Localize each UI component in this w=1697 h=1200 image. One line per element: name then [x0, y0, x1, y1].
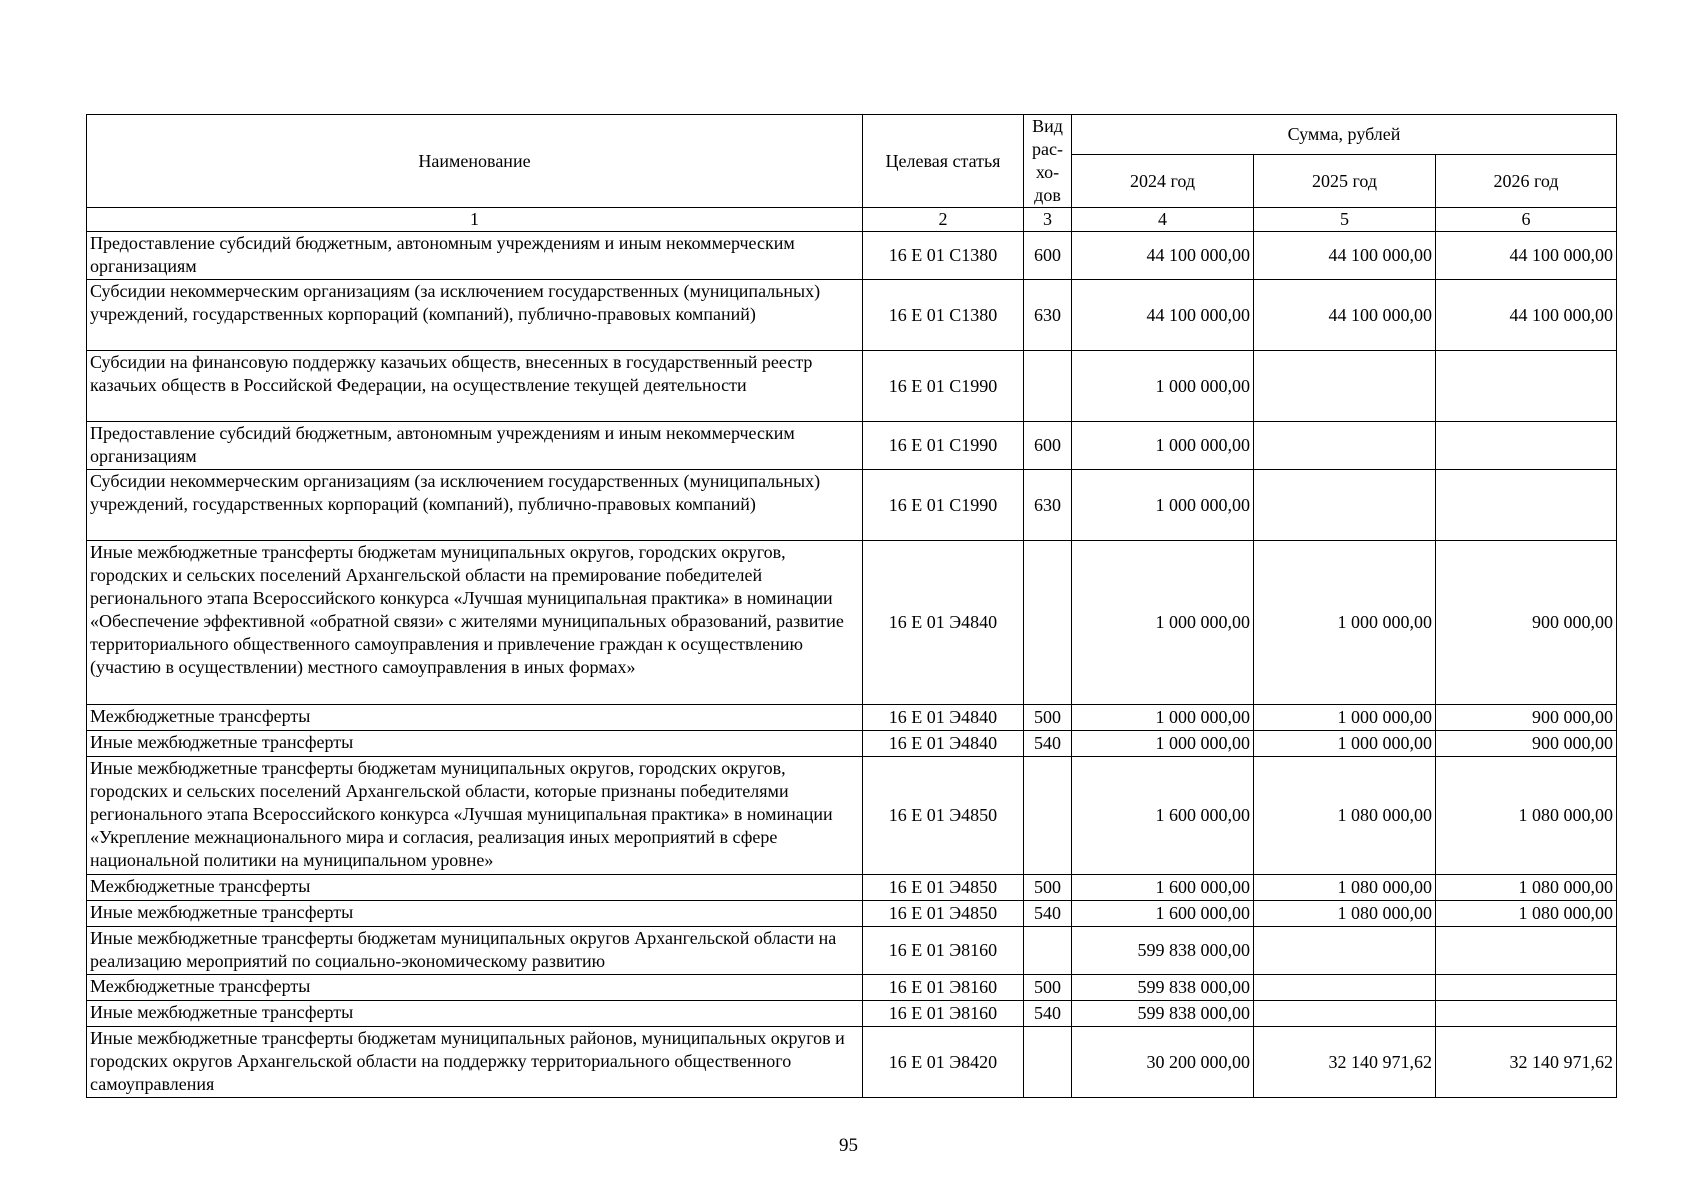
- row-amount-2024: 599 838 000,00: [1072, 927, 1254, 975]
- row-amount-2025: [1254, 351, 1436, 422]
- row-amount-2026: 1 080 000,00: [1436, 757, 1617, 875]
- row-expense-type: 500: [1024, 875, 1072, 901]
- row-target-article: 16 Е 01 Э4850: [863, 757, 1024, 875]
- row-name: Иные межбюджетные трансферты бюджетам муниципальных округов, городских округов, городских и сельских поселений Архангельской области, которые признаны победителями регионального этапа Всероссийского конкурса «Лучшая муниципальная практика» в номинации «Укрепление межнационального мира и согласия, реализация иных мероприятий в сфере национальной политики на муниципальном уровне»: [87, 757, 863, 875]
- row-amount-2025: 44 100 000,00: [1254, 232, 1436, 280]
- header-year-2024: 2024 год: [1072, 155, 1254, 208]
- row-amount-2026: [1436, 422, 1617, 470]
- column-number: 5: [1254, 208, 1436, 232]
- row-amount-2026: 1 080 000,00: [1436, 901, 1617, 927]
- row-amount-2025: 1 080 000,00: [1254, 901, 1436, 927]
- row-amount-2025: 1 000 000,00: [1254, 541, 1436, 705]
- page-number: 95: [839, 1135, 858, 1156]
- row-amount-2025: [1254, 927, 1436, 975]
- row-amount-2025: 1 080 000,00: [1254, 875, 1436, 901]
- header-year-2025: 2025 год: [1254, 155, 1436, 208]
- row-amount-2026: [1436, 927, 1617, 975]
- row-name: Иные межбюджетные трансферты бюджетам муниципальных районов, муниципальных округов и городских округов Архангельской области на поддержку территориального общественного самоуправления: [87, 1027, 863, 1098]
- row-amount-2024: 30 200 000,00: [1072, 1027, 1254, 1098]
- row-target-article: 16 Е 01 С1990: [863, 470, 1024, 541]
- row-amount-2024: 1 600 000,00: [1072, 875, 1254, 901]
- row-name: Иные межбюджетные трансферты: [87, 731, 863, 757]
- row-expense-type: 500: [1024, 975, 1072, 1001]
- row-name: Иные межбюджетные трансферты бюджетам муниципальных округов, городских округов, городских и сельских поселений Архангельской области на премирование победителей регионального этапа Всероссийского конкурса «Лучшая муниципальная практика» в номинации «Обеспечение эффективной «обратной связи» с жителями муниципальных образований, развитие территориального общественного самоуправления и привлечение граждан к осуществлению (участию в осуществлении) местного самоуправления в иных формах»: [87, 541, 863, 705]
- table-row: [87, 875, 1617, 901]
- row-expense-type: [1024, 1027, 1072, 1098]
- row-name: Иные межбюджетные трансферты: [87, 1001, 863, 1027]
- table-row: [87, 470, 1617, 541]
- table-row: [87, 927, 1617, 975]
- row-name: Предоставление субсидий бюджетным, автономным учреждениям и иным некоммерческим организациям: [87, 232, 863, 280]
- column-number: 2: [863, 208, 1024, 232]
- row-amount-2024: 1 000 000,00: [1072, 731, 1254, 757]
- row-amount-2026: [1436, 470, 1617, 541]
- row-amount-2024: 599 838 000,00: [1072, 1001, 1254, 1027]
- table-row: [87, 280, 1617, 351]
- table-row: [87, 351, 1617, 422]
- row-name: Межбюджетные трансферты: [87, 705, 863, 731]
- table-row: [87, 1027, 1617, 1098]
- row-amount-2025: [1254, 975, 1436, 1001]
- table-row: [87, 705, 1617, 731]
- row-amount-2025: 1 080 000,00: [1254, 757, 1436, 875]
- row-amount-2024: 1 600 000,00: [1072, 757, 1254, 875]
- row-target-article: 16 Е 01 Э4850: [863, 901, 1024, 927]
- row-expense-type: 630: [1024, 470, 1072, 541]
- row-amount-2025: 1 000 000,00: [1254, 731, 1436, 757]
- row-expense-type: 540: [1024, 731, 1072, 757]
- row-expense-type: 500: [1024, 705, 1072, 731]
- row-expense-type: 540: [1024, 1001, 1072, 1027]
- column-number: 6: [1436, 208, 1617, 232]
- row-amount-2025: 44 100 000,00: [1254, 280, 1436, 351]
- table-row: [87, 232, 1617, 280]
- header-year-2026: 2026 год: [1436, 155, 1617, 208]
- row-expense-type: 630: [1024, 280, 1072, 351]
- row-target-article: 16 Е 01 С1990: [863, 351, 1024, 422]
- row-amount-2025: 1 000 000,00: [1254, 705, 1436, 731]
- row-name: Иные межбюджетные трансферты бюджетам муниципальных округов Архангельской области на реализацию мероприятий по социально-экономическому развитию: [87, 927, 863, 975]
- row-target-article: 16 Е 01 Э4840: [863, 731, 1024, 757]
- row-amount-2024: 599 838 000,00: [1072, 975, 1254, 1001]
- row-target-article: 16 Е 01 Э8160: [863, 927, 1024, 975]
- row-target-article: 16 Е 01 Э4850: [863, 875, 1024, 901]
- column-number: 1: [87, 208, 863, 232]
- row-name: Межбюджетные трансферты: [87, 875, 863, 901]
- row-target-article: 16 Е 01 С1380: [863, 280, 1024, 351]
- row-amount-2026: 44 100 000,00: [1436, 232, 1617, 280]
- table-row: [87, 422, 1617, 470]
- row-amount-2024: 1 000 000,00: [1072, 541, 1254, 705]
- row-amount-2024: 1 000 000,00: [1072, 705, 1254, 731]
- row-amount-2024: 1 000 000,00: [1072, 351, 1254, 422]
- row-expense-type: [1024, 757, 1072, 875]
- row-expense-type: [1024, 541, 1072, 705]
- row-amount-2024: 44 100 000,00: [1072, 280, 1254, 351]
- row-target-article: 16 Е 01 Э8160: [863, 975, 1024, 1001]
- row-amount-2026: 900 000,00: [1436, 541, 1617, 705]
- table-row: [87, 731, 1617, 757]
- row-expense-type: 600: [1024, 232, 1072, 280]
- row-target-article: 16 Е 01 С1990: [863, 422, 1024, 470]
- row-name: Субсидии на финансовую поддержку казачьих обществ, внесенных в государственный реестр казачьих обществ в Российской Федерации, на осуществление текущей деятельности: [87, 351, 863, 422]
- row-expense-type: [1024, 927, 1072, 975]
- row-amount-2025: [1254, 422, 1436, 470]
- budget-table: [86, 114, 1617, 1098]
- row-target-article: 16 Е 01 Э8420: [863, 1027, 1024, 1098]
- row-expense-type: 600: [1024, 422, 1072, 470]
- row-name: Межбюджетные трансферты: [87, 975, 863, 1001]
- row-amount-2026: [1436, 975, 1617, 1001]
- row-amount-2025: [1254, 470, 1436, 541]
- row-amount-2024: 1 000 000,00: [1072, 422, 1254, 470]
- column-number-row: [87, 208, 1617, 232]
- row-name: Субсидии некоммерческим организациям (за исключением государственных (муниципальных) учреждений, государственных корпораций (компаний), публично-правовых компаний): [87, 280, 863, 351]
- table-row: [87, 541, 1617, 705]
- row-amount-2026: 1 080 000,00: [1436, 875, 1617, 901]
- row-target-article: 16 Е 01 Э8160: [863, 1001, 1024, 1027]
- row-amount-2025: 32 140 971,62: [1254, 1027, 1436, 1098]
- row-amount-2024: 1 600 000,00: [1072, 901, 1254, 927]
- row-amount-2026: 44 100 000,00: [1436, 280, 1617, 351]
- row-expense-type: 540: [1024, 901, 1072, 927]
- row-amount-2026: 32 140 971,62: [1436, 1027, 1617, 1098]
- row-expense-type: [1024, 351, 1072, 422]
- row-name: Субсидии некоммерческим организациям (за исключением государственных (муниципальных) учреждений, государственных корпораций (компаний), публично-правовых компаний): [87, 470, 863, 541]
- header-sum: Сумма, рублей: [1072, 115, 1617, 155]
- table-row: [87, 975, 1617, 1001]
- row-target-article: 16 Е 01 Э4840: [863, 541, 1024, 705]
- header-target-article: Целевая статья: [863, 115, 1024, 208]
- row-name: Предоставление субсидий бюджетным, автономным учреждениям и иным некоммерческим организациям: [87, 422, 863, 470]
- row-amount-2026: 900 000,00: [1436, 705, 1617, 731]
- row-amount-2026: 900 000,00: [1436, 731, 1617, 757]
- header-name: Наименование: [87, 115, 863, 208]
- row-amount-2025: [1254, 1001, 1436, 1027]
- column-number: 4: [1072, 208, 1254, 232]
- table-row: [87, 757, 1617, 875]
- row-name: Иные межбюджетные трансферты: [87, 901, 863, 927]
- row-amount-2024: 44 100 000,00: [1072, 232, 1254, 280]
- column-number: 3: [1024, 208, 1072, 232]
- row-amount-2024: 1 000 000,00: [1072, 470, 1254, 541]
- row-target-article: 16 Е 01 С1380: [863, 232, 1024, 280]
- table-row: [87, 901, 1617, 927]
- row-amount-2026: [1436, 1001, 1617, 1027]
- row-amount-2026: [1436, 351, 1617, 422]
- header-expense-type: Вид рас-хо-дов: [1024, 115, 1072, 208]
- table-row: [87, 1001, 1617, 1027]
- row-target-article: 16 Е 01 Э4840: [863, 705, 1024, 731]
